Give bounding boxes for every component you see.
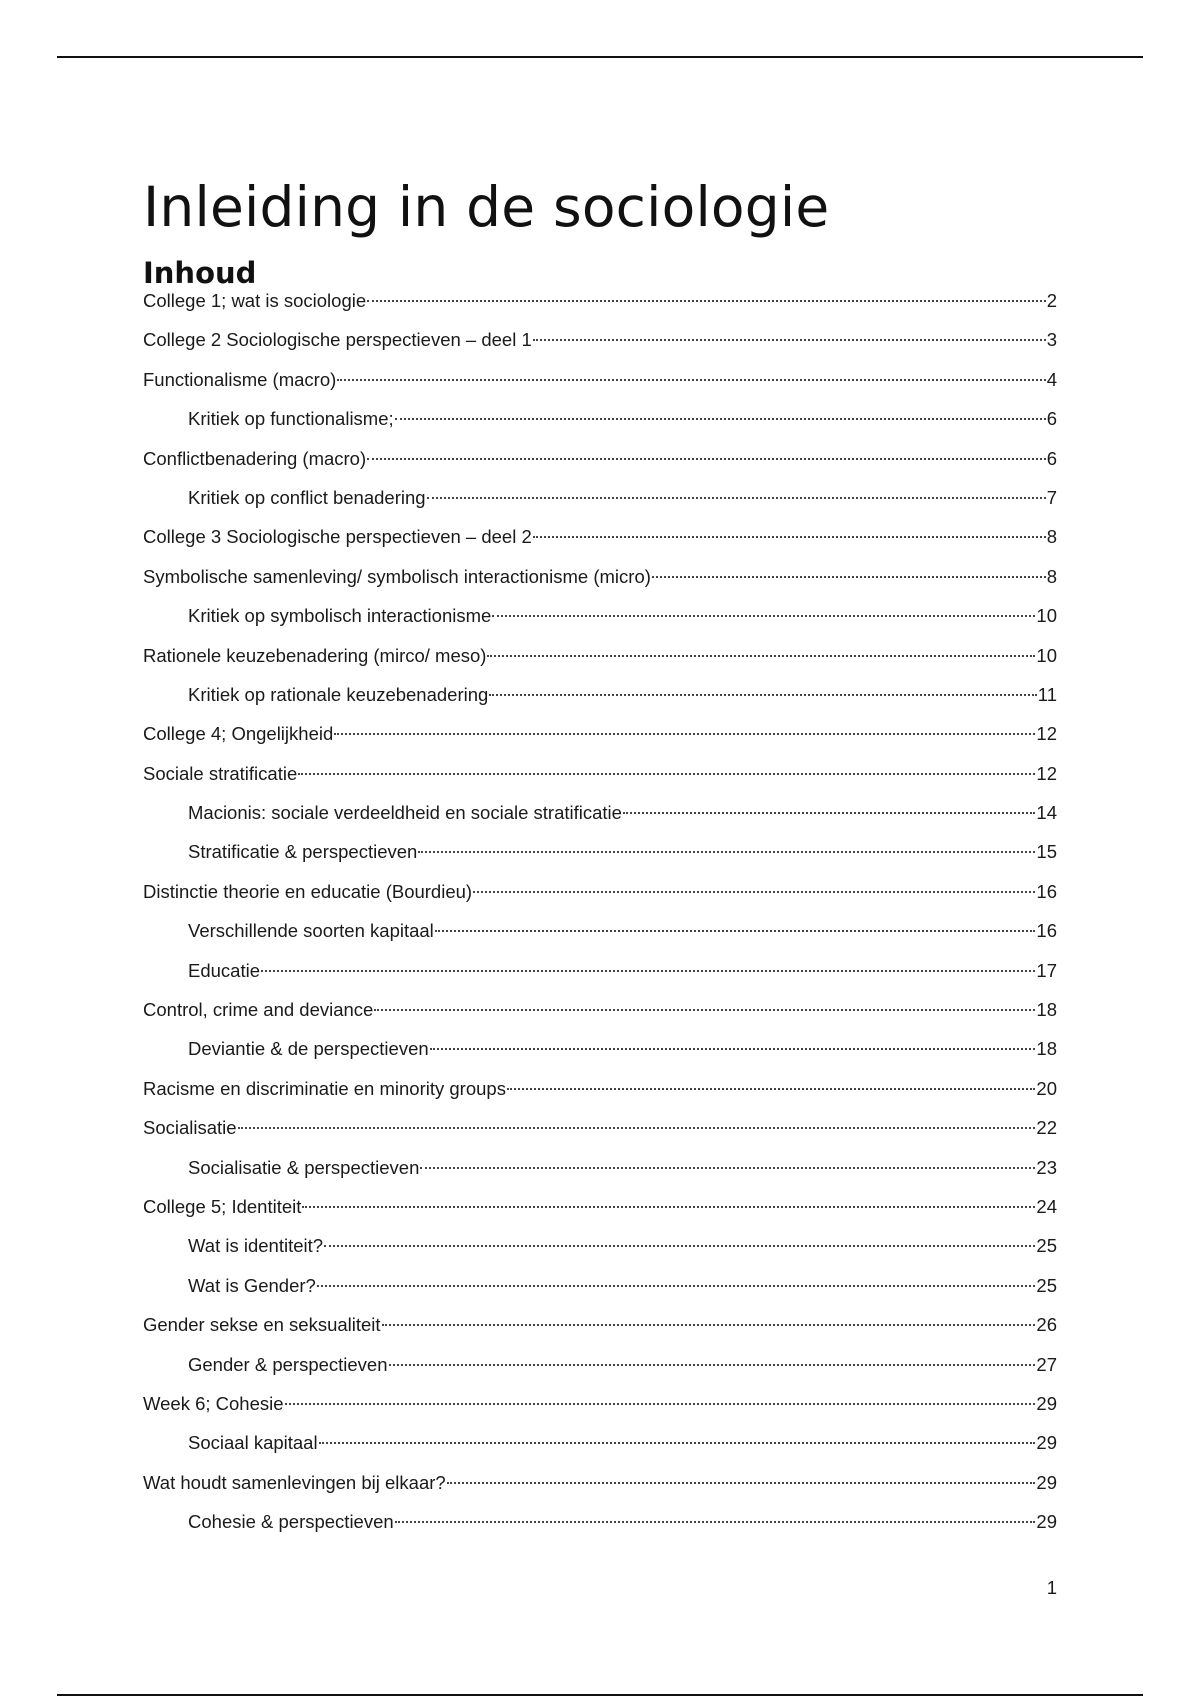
toc-dot-leader (389, 1364, 1036, 1366)
toc-entry[interactable] (143, 517, 1057, 556)
toc-entry-page: 8 (1046, 526, 1057, 548)
toc-entry-text: Gender & perspectieven (188, 1353, 388, 1375)
toc-dot-leader (623, 812, 1035, 814)
toc-dot-leader (492, 615, 1035, 617)
toc-entry-page: 29 (1036, 1471, 1057, 1493)
toc-entry[interactable] (143, 1108, 1057, 1147)
toc-entry-page: 24 (1036, 1195, 1057, 1217)
toc-entry-text: College 1; wat is sociologie (143, 290, 367, 311)
toc-dot-leader (652, 576, 1046, 578)
toc-entry-page: 14 (1036, 802, 1057, 824)
toc-entry[interactable] (143, 1069, 1057, 1108)
toc-entry-text: Sociaal kapitaal (188, 1432, 318, 1454)
toc-dot-leader (487, 655, 1035, 657)
toc-entry-text: Kritiek op functionalisme; (188, 408, 394, 430)
toc-entry[interactable] (143, 1187, 1057, 1226)
toc-entry-page: 16 (1036, 880, 1057, 902)
toc-entry-text: Kritiek op symbolisch interactionisme (188, 605, 492, 627)
toc-entry[interactable] (143, 714, 1057, 753)
toc-entry-text: Rationele keuzebenadering (mirco/ meso) (143, 644, 487, 666)
toc-entry[interactable] (143, 911, 1057, 950)
toc-dot-leader (261, 970, 1035, 972)
toc-entry[interactable] (143, 1266, 1057, 1305)
toc-entry[interactable] (143, 1384, 1057, 1423)
toc-dot-leader (507, 1088, 1035, 1090)
toc-entry-text: Week 6; Cohesie (143, 1392, 284, 1414)
toc-entry-page: 12 (1036, 723, 1057, 745)
toc-entry[interactable] (143, 1345, 1057, 1384)
toc-dot-leader (427, 497, 1046, 499)
toc-entry-text: Cohesie & perspectieven (188, 1511, 394, 1533)
toc-entry-page: 16 (1036, 920, 1057, 942)
toc-entry[interactable] (143, 1502, 1057, 1541)
toc-dot-leader (418, 851, 1035, 853)
toc-entry-page: 2 (1046, 290, 1057, 311)
toc-dot-leader (473, 891, 1035, 893)
document-title: Inleiding in de sociologie (143, 174, 830, 239)
toc-dot-leader (367, 458, 1046, 460)
toc-entry-page: 6 (1046, 447, 1057, 469)
toc-entry-page: 29 (1036, 1392, 1057, 1414)
toc-dot-leader (319, 1442, 1036, 1444)
toc-entry-page: 29 (1036, 1432, 1057, 1454)
toc-dot-leader (420, 1167, 1035, 1169)
toc-entry-page: 15 (1036, 841, 1057, 863)
page-number: 1 (1046, 1577, 1057, 1598)
toc-entry[interactable] (143, 1226, 1057, 1265)
toc-entry-page: 18 (1036, 1038, 1057, 1060)
toc-entry-text: Sociale stratificatie (143, 762, 298, 784)
toc-entry-text: Kritiek op rationale keuzebenadering (188, 683, 489, 705)
toc-entry[interactable] (143, 990, 1057, 1029)
toc-dot-leader (367, 300, 1046, 302)
toc-entry-text: Distinctie theorie en educatie (Bourdieu) (143, 880, 473, 902)
toc-entry[interactable] (143, 1029, 1057, 1068)
toc-entry-text: Functionalisme (macro) (143, 368, 337, 390)
toc-entry-page: 3 (1046, 329, 1057, 351)
toc-dot-leader (238, 1127, 1036, 1129)
toc-entry[interactable] (143, 675, 1057, 714)
toc-dot-leader (317, 1285, 1036, 1287)
toc-dot-leader (489, 694, 1036, 696)
toc-entry[interactable] (143, 754, 1057, 793)
toc-entry-page: 18 (1036, 999, 1057, 1021)
toc-dot-leader (334, 733, 1035, 735)
toc-dot-leader (298, 773, 1035, 775)
toc-entry-text: Educatie (188, 959, 260, 981)
toc-entry[interactable] (143, 596, 1057, 635)
toc-entry-page: 12 (1036, 762, 1057, 784)
toc-entry-text: College 4; Ongelijkheid (143, 723, 334, 745)
toc-entry-text: Wat is identiteit? (188, 1235, 324, 1257)
toc-entry[interactable] (143, 439, 1057, 478)
toc-entry-page: 7 (1046, 486, 1057, 508)
toc-dot-leader (302, 1206, 1035, 1208)
toc-entry[interactable] (143, 399, 1057, 438)
toc-entry-page: 10 (1036, 605, 1057, 627)
toc-entry-page: 22 (1036, 1117, 1057, 1139)
toc-entry-text: Control, crime and deviance (143, 999, 374, 1021)
toc-entry-page: 29 (1036, 1511, 1057, 1533)
toc-entry-page: 25 (1036, 1235, 1057, 1257)
toc-entry[interactable] (143, 636, 1057, 675)
toc-dot-leader (285, 1403, 1036, 1405)
toc-entry-text: College 5; Identiteit (143, 1195, 302, 1217)
toc-entry-text: Wat is Gender? (188, 1274, 316, 1296)
toc-dot-leader (430, 1048, 1036, 1050)
toc-dot-leader (395, 1521, 1036, 1523)
table-of-contents (143, 281, 1057, 1542)
toc-dot-leader (324, 1245, 1035, 1247)
toc-entry-page: 6 (1046, 408, 1057, 430)
toc-entry-text: Wat houdt samenlevingen bij elkaar? (143, 1471, 446, 1493)
toc-entry-page: 4 (1046, 368, 1057, 390)
toc-dot-leader (395, 418, 1046, 420)
toc-entry-text: Verschillende soorten kapitaal (188, 920, 434, 942)
toc-entry[interactable] (143, 1148, 1057, 1187)
toc-dot-leader (337, 379, 1045, 381)
toc-entry-page: 17 (1036, 959, 1057, 981)
toc-entry-page: 27 (1036, 1353, 1057, 1375)
toc-entry-text: Gender sekse en seksualiteit (143, 1314, 381, 1336)
toc-dot-leader (447, 1482, 1036, 1484)
toc-entry-text: College 2 Sociologische perspectieven – deel 1 (143, 329, 532, 351)
toc-heading: Inhoud (143, 256, 257, 291)
toc-entry[interactable] (143, 1423, 1057, 1462)
toc-entry-text: Conflictbenadering (macro) (143, 447, 367, 469)
toc-entry-text: Racisme en discriminatie en minority groups (143, 1077, 506, 1099)
toc-entry-text: Macionis: sociale verdeeldheid en sociale stratificatie (188, 802, 622, 824)
header-rule (57, 56, 1143, 58)
toc-dot-leader (435, 930, 1036, 932)
toc-entry[interactable] (143, 281, 1057, 320)
toc-entry-page: 8 (1046, 565, 1057, 587)
toc-entry-page: 20 (1036, 1077, 1057, 1099)
toc-entry[interactable] (143, 951, 1057, 990)
toc-entry[interactable] (143, 872, 1057, 911)
toc-entry-text: College 3 Sociologische perspectieven – deel 2 (143, 526, 532, 548)
toc-entry[interactable] (143, 360, 1057, 399)
toc-entry-page: 10 (1036, 644, 1057, 666)
toc-dot-leader (533, 536, 1046, 538)
toc-entry[interactable] (143, 320, 1057, 359)
toc-entry-text: Symbolische samenleving/ symbolisch interactionisme (micro) (143, 565, 651, 587)
toc-entry[interactable] (143, 793, 1057, 832)
toc-entry-page: 11 (1037, 683, 1057, 705)
toc-entry[interactable] (143, 557, 1057, 596)
toc-dot-leader (374, 1009, 1035, 1011)
toc-entry-page: 26 (1036, 1314, 1057, 1336)
toc-entry[interactable] (143, 478, 1057, 517)
toc-entry[interactable] (143, 1305, 1057, 1344)
toc-entry-text: Stratificatie & perspectieven (188, 841, 418, 863)
toc-entry-text: Socialisatie (143, 1117, 237, 1139)
toc-entry-text: Socialisatie & perspectieven (188, 1156, 420, 1178)
toc-entry-page: 23 (1036, 1156, 1057, 1178)
toc-entry[interactable] (143, 832, 1057, 871)
toc-dot-leader (533, 339, 1046, 341)
toc-entry-page: 25 (1036, 1274, 1057, 1296)
toc-dot-leader (382, 1324, 1036, 1326)
toc-entry-text: Kritiek op conflict benadering (188, 486, 426, 508)
toc-entry-text: Deviantie & de perspectieven (188, 1038, 429, 1060)
toc-entry[interactable] (143, 1463, 1057, 1502)
footer-rule (57, 1694, 1143, 1696)
